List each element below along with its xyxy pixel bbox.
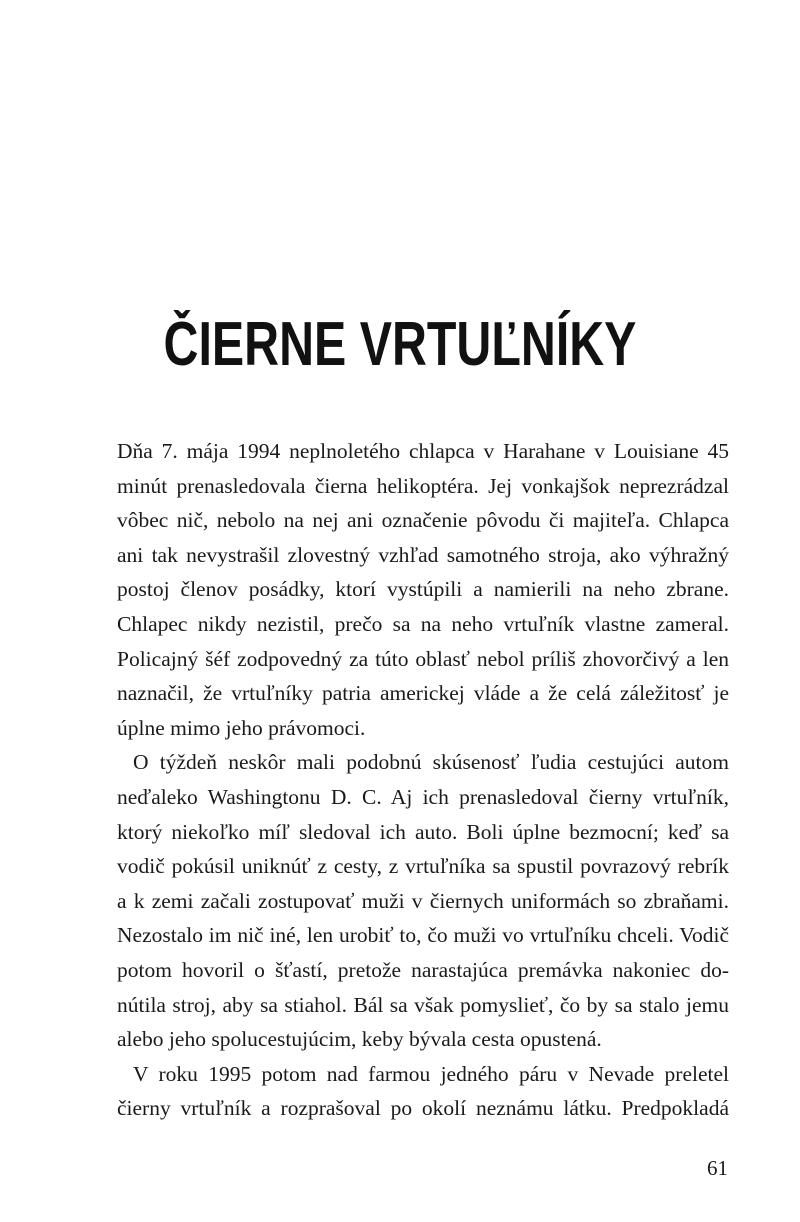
paragraph-1 [117, 434, 729, 745]
paragraph-3 [117, 1057, 729, 1126]
text-line: V roku 1995 potom nad farmou jedného páru v Nevade preletel [133, 1061, 729, 1086]
paragraph-2 [117, 745, 729, 1056]
text-line: alebo jeho spolucestujúcim, keby bývala cesta opustená. [117, 1027, 602, 1052]
text-line: postoj členov posádky, ktorí vystúpili a namierili na neho zbrane. [117, 577, 729, 602]
text-line: vôbec nič, nebolo na nej ani označenie pôvodu či majiteľa. Chlapca [117, 508, 729, 533]
text-line: vodič pokúsil uniknúť z cesty, z vrtuľníka sa spustil povrazový rebrík [117, 854, 729, 879]
text-line: čierny vrtuľník a rozprašoval po okolí neznámu látku. Predpokladá [117, 1096, 729, 1121]
text-line: ani tak nevystrašil zlovestný vzhľad samotného stroja, ako výhražný [117, 542, 729, 567]
text-line: nútila stroj, aby sa stiahol. Bál sa však pomyslieť, čo by sa stalo jemu [117, 992, 729, 1017]
text-line: potom hovoril o šťastí, pretože narastajúca premávka nakoniec do- [117, 957, 729, 982]
text-line: Chlapec nikdy nezistil, prečo sa na neho vrtuľník vlastne zameral. [117, 611, 729, 636]
text-line: neďaleko Washingtonu D. C. Aj ich prenasledoval čierny vrtuľník, [117, 784, 729, 809]
page-number: 61 [707, 1156, 728, 1180]
text-line: Dňa 7. mája 1994 neplnoletého chlapca v Harahane v Louisiane 45 [117, 439, 729, 463]
text-line: ktorý niekoľko míľ sledoval ich auto. Boli úplne bezmocní; keď sa [117, 819, 729, 844]
text-line: naznačil, že vrtuľníky patria americkej vláde a že celá záležitosť je [117, 681, 729, 706]
body-text [117, 434, 729, 1126]
chapter-title: ČIERNE VRTUĽNÍKY [163, 310, 637, 379]
text-line: a k zemi začali zostupovať muži v čiernych uniformách so zbraňami. [117, 888, 729, 913]
text-line: O týždeň neskôr mali podobnú skúsenosť ľudia cestujúci autom [133, 750, 729, 775]
text-line: Policajný šéf zodpovedný za túto oblasť nebol príliš zhovorčivý a len [117, 646, 729, 671]
text-line: Nezostalo im nič iné, len urobiť to, čo muži vo vrtuľníku chceli. Vodič [117, 923, 729, 948]
text-line: minút prenasledovala čierna helikoptéra. Jej vonkajšok neprezrádzal [117, 473, 729, 498]
text-line: úplne mimo jeho právomoci. [117, 715, 366, 740]
